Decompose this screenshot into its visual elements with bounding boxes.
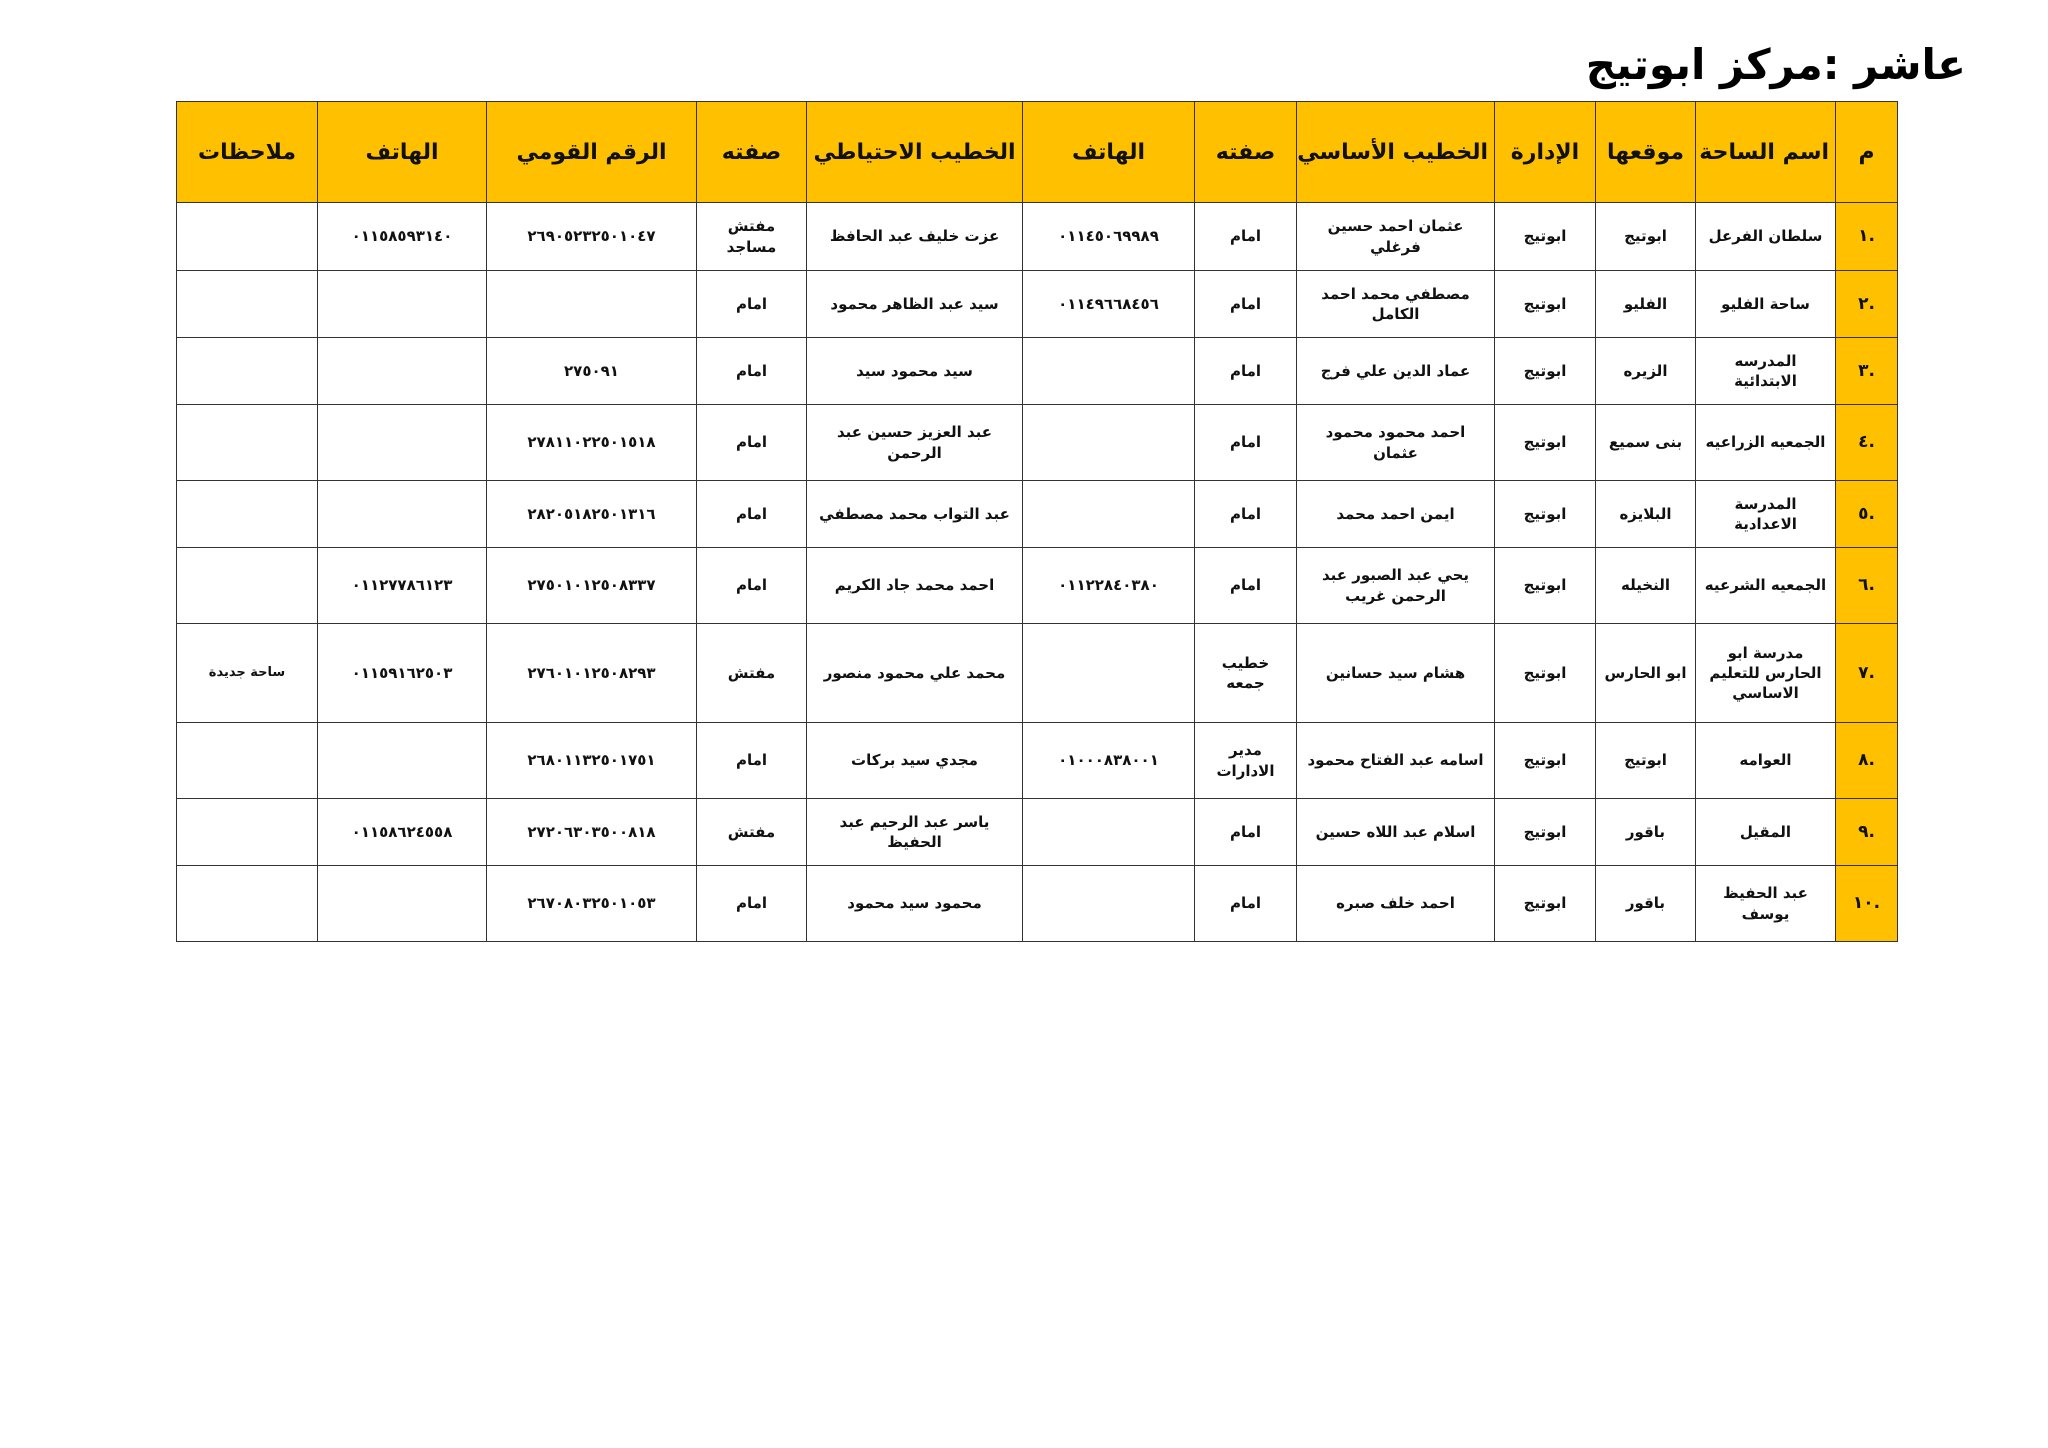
page-title: عاشر :مركز ابوتيج (1585, 40, 1966, 89)
cell-main-role: مدير الادارات (1195, 723, 1297, 799)
cell-main-phone (1023, 866, 1195, 942)
cell-reserve-preacher: سيد محمود سيد (807, 338, 1023, 405)
table-header-row (177, 102, 1898, 203)
cell-reserve-phone (318, 866, 487, 942)
cell-reserve-phone: ٠١١٥٨٥٩٣١٤٠ (318, 203, 487, 271)
cell-national-id: ٢٧٥٠١٠١٢٥٠٨٣٣٧ (487, 548, 697, 624)
cell-square-name: الجمعيه الشرعيه (1696, 548, 1836, 624)
cell-reserve-preacher: سيد عبد الظاهر محمود (807, 271, 1023, 338)
cell-administration: ابوتيج (1495, 624, 1596, 723)
header-national-id: الرقم القومي (487, 102, 697, 203)
cell-main-phone: ٠١١٢٢٨٤٠٣٨٠ (1023, 548, 1195, 624)
cell-square-name: سلطان الفرعل (1696, 203, 1836, 271)
table-row (177, 203, 1898, 271)
cell-square-name: المقيل (1696, 799, 1836, 866)
cell-reserve-role: مفتش مساجد (697, 203, 807, 271)
header-location: موقعها (1596, 102, 1696, 203)
cell-location: ابوتيج (1596, 203, 1696, 271)
cell-idx: .٨ (1836, 723, 1898, 799)
cell-national-id: ٢٧٦٠١٠١٢٥٠٨٢٩٣ (487, 624, 697, 723)
cell-reserve-preacher: محمد علي محمود منصور (807, 624, 1023, 723)
cell-reserve-phone (318, 271, 487, 338)
cell-reserve-role: امام (697, 405, 807, 481)
cell-reserve-phone (318, 405, 487, 481)
cell-notes (177, 548, 318, 624)
cell-administration: ابوتيج (1495, 799, 1596, 866)
cell-administration: ابوتيج (1495, 723, 1596, 799)
cell-notes (177, 799, 318, 866)
cell-square-name: المدرسة الاعدادية (1696, 481, 1836, 548)
cell-square-name: المدرسه الابتدائية (1696, 338, 1836, 405)
cell-reserve-role: امام (697, 866, 807, 942)
cell-reserve-preacher: احمد محمد جاد الكريم (807, 548, 1023, 624)
cell-main-role: امام (1195, 338, 1297, 405)
cell-reserve-phone: ٠١١٥٩١٦٢٥٠٣ (318, 624, 487, 723)
cell-main-phone (1023, 405, 1195, 481)
cell-location: البلايزه (1596, 481, 1696, 548)
header-main-phone: الهاتف (1023, 102, 1195, 203)
cell-reserve-role: مفتش (697, 624, 807, 723)
cell-administration: ابوتيج (1495, 866, 1596, 942)
cell-reserve-preacher: عزت خليف عبد الحافظ (807, 203, 1023, 271)
cell-administration: ابوتيج (1495, 338, 1596, 405)
table-row (177, 481, 1898, 548)
squares-table (176, 101, 1898, 942)
header-reserve-preacher: الخطيب الاحتياطي (807, 102, 1023, 203)
cell-reserve-preacher: محمود سيد محمود (807, 866, 1023, 942)
cell-main-phone (1023, 481, 1195, 548)
cell-reserve-preacher: عبد العزيز حسين عبد الرحمن (807, 405, 1023, 481)
cell-reserve-role: امام (697, 271, 807, 338)
cell-location: بنى سميع (1596, 405, 1696, 481)
cell-administration: ابوتيج (1495, 405, 1596, 481)
cell-reserve-preacher: ياسر عبد الرحيم عبد الحفيظ (807, 799, 1023, 866)
cell-square-name: ساحة الفليو (1696, 271, 1836, 338)
table-row (177, 723, 1898, 799)
cell-reserve-role: امام (697, 481, 807, 548)
cell-idx: .٩ (1836, 799, 1898, 866)
cell-administration: ابوتيج (1495, 271, 1596, 338)
cell-reserve-preacher: مجدي سيد بركات (807, 723, 1023, 799)
cell-main-preacher: يحي عبد الصبور عبد الرحمن غريب (1297, 548, 1495, 624)
cell-administration: ابوتيج (1495, 548, 1596, 624)
header-main-role: صفته (1195, 102, 1297, 203)
cell-national-id: ٢٧٨١١٠٢٢٥٠١٥١٨ (487, 405, 697, 481)
cell-notes (177, 338, 318, 405)
table-row (177, 338, 1898, 405)
header-square-name: اسم الساحة (1696, 102, 1836, 203)
cell-reserve-role: امام (697, 338, 807, 405)
cell-main-role: امام (1195, 799, 1297, 866)
cell-national-id: ٢٧٥٠٩١ (487, 338, 697, 405)
cell-idx: .٣ (1836, 338, 1898, 405)
header-reserve-phone: الهاتف (318, 102, 487, 203)
cell-main-role: امام (1195, 481, 1297, 548)
cell-main-phone (1023, 799, 1195, 866)
cell-location: الزيره (1596, 338, 1696, 405)
header-reserve-role: صفته (697, 102, 807, 203)
cell-notes (177, 723, 318, 799)
cell-main-role: امام (1195, 866, 1297, 942)
cell-national-id: ٢٧٢٠٦٣٠٣٥٠٠٨١٨ (487, 799, 697, 866)
cell-idx: .٥ (1836, 481, 1898, 548)
cell-main-phone (1023, 338, 1195, 405)
cell-main-phone: ٠١١٤٩٦٦٨٤٥٦ (1023, 271, 1195, 338)
header-main-preacher: الخطيب الأساسي (1297, 102, 1495, 203)
cell-national-id: ٢٦٩٠٥٢٣٢٥٠١٠٤٧ (487, 203, 697, 271)
cell-main-role: خطيب جمعه (1195, 624, 1297, 723)
cell-reserve-phone (318, 723, 487, 799)
cell-main-preacher: اسلام عبد اللاه حسين (1297, 799, 1495, 866)
cell-idx: .٧ (1836, 624, 1898, 723)
cell-main-preacher: عثمان احمد حسين فرغلي (1297, 203, 1495, 271)
header-idx: م (1836, 102, 1898, 203)
cell-administration: ابوتيج (1495, 203, 1596, 271)
cell-national-id: ٢٨٢٠٥١٨٢٥٠١٣١٦ (487, 481, 697, 548)
cell-reserve-role: امام (697, 723, 807, 799)
cell-location: النخيله (1596, 548, 1696, 624)
cell-location: الفليو (1596, 271, 1696, 338)
cell-location: ابوتيج (1596, 723, 1696, 799)
table-row (177, 624, 1898, 723)
cell-notes (177, 481, 318, 548)
table-row (177, 405, 1898, 481)
cell-main-role: امام (1195, 271, 1297, 338)
cell-location: باقور (1596, 866, 1696, 942)
table-row (177, 866, 1898, 942)
cell-idx: .١٠ (1836, 866, 1898, 942)
cell-idx: .٦ (1836, 548, 1898, 624)
cell-notes (177, 203, 318, 271)
cell-square-name: العوامه (1696, 723, 1836, 799)
cell-main-role: امام (1195, 548, 1297, 624)
header-notes: ملاحظات (177, 102, 318, 203)
cell-main-preacher: مصطفي محمد احمد الكامل (1297, 271, 1495, 338)
cell-location: باقور (1596, 799, 1696, 866)
cell-location: ابو الحارس (1596, 624, 1696, 723)
cell-main-phone: ٠١١٤٥٠٦٩٩٨٩ (1023, 203, 1195, 271)
cell-idx: .١ (1836, 203, 1898, 271)
cell-main-phone (1023, 624, 1195, 723)
cell-notes (177, 866, 318, 942)
cell-main-preacher: ايمن احمد محمد (1297, 481, 1495, 548)
cell-notes (177, 405, 318, 481)
cell-main-phone: ٠١٠٠٠٨٣٨٠٠١ (1023, 723, 1195, 799)
cell-reserve-phone (318, 481, 487, 548)
cell-idx: .٢ (1836, 271, 1898, 338)
cell-reserve-role: مفتش (697, 799, 807, 866)
cell-national-id: ٢٦٨٠١١٣٢٥٠١٧٥١ (487, 723, 697, 799)
header-administration: الإدارة (1495, 102, 1596, 203)
cell-main-role: امام (1195, 203, 1297, 271)
cell-reserve-role: امام (697, 548, 807, 624)
table-row (177, 799, 1898, 866)
cell-reserve-phone: ٠١١٥٨٦٢٤٥٥٨ (318, 799, 487, 866)
cell-notes (177, 271, 318, 338)
cell-main-preacher: هشام سيد حسانين (1297, 624, 1495, 723)
cell-national-id (487, 271, 697, 338)
cell-reserve-phone: ٠١١٢٧٧٨٦١٢٣ (318, 548, 487, 624)
cell-square-name: عبد الحفيظ يوسف (1696, 866, 1836, 942)
cell-idx: .٤ (1836, 405, 1898, 481)
cell-national-id: ٢٦٧٠٨٠٣٢٥٠١٠٥٣ (487, 866, 697, 942)
cell-main-preacher: احمد خلف صبره (1297, 866, 1495, 942)
cell-square-name: مدرسة ابو الحارس للتعليم الاساسي (1696, 624, 1836, 723)
table-row (177, 548, 1898, 624)
cell-administration: ابوتيج (1495, 481, 1596, 548)
cell-main-preacher: احمد محمود محمود عثمان (1297, 405, 1495, 481)
cell-main-preacher: عماد الدين علي فرج (1297, 338, 1495, 405)
cell-main-role: امام (1195, 405, 1297, 481)
cell-square-name: الجمعيه الزراعيه (1696, 405, 1836, 481)
cell-reserve-preacher: عبد التواب محمد مصطفي (807, 481, 1023, 548)
cell-reserve-phone (318, 338, 487, 405)
table-row (177, 271, 1898, 338)
cell-main-preacher: اسامه عبد الفتاح محمود (1297, 723, 1495, 799)
cell-notes: ساحة جديدة (177, 624, 318, 723)
